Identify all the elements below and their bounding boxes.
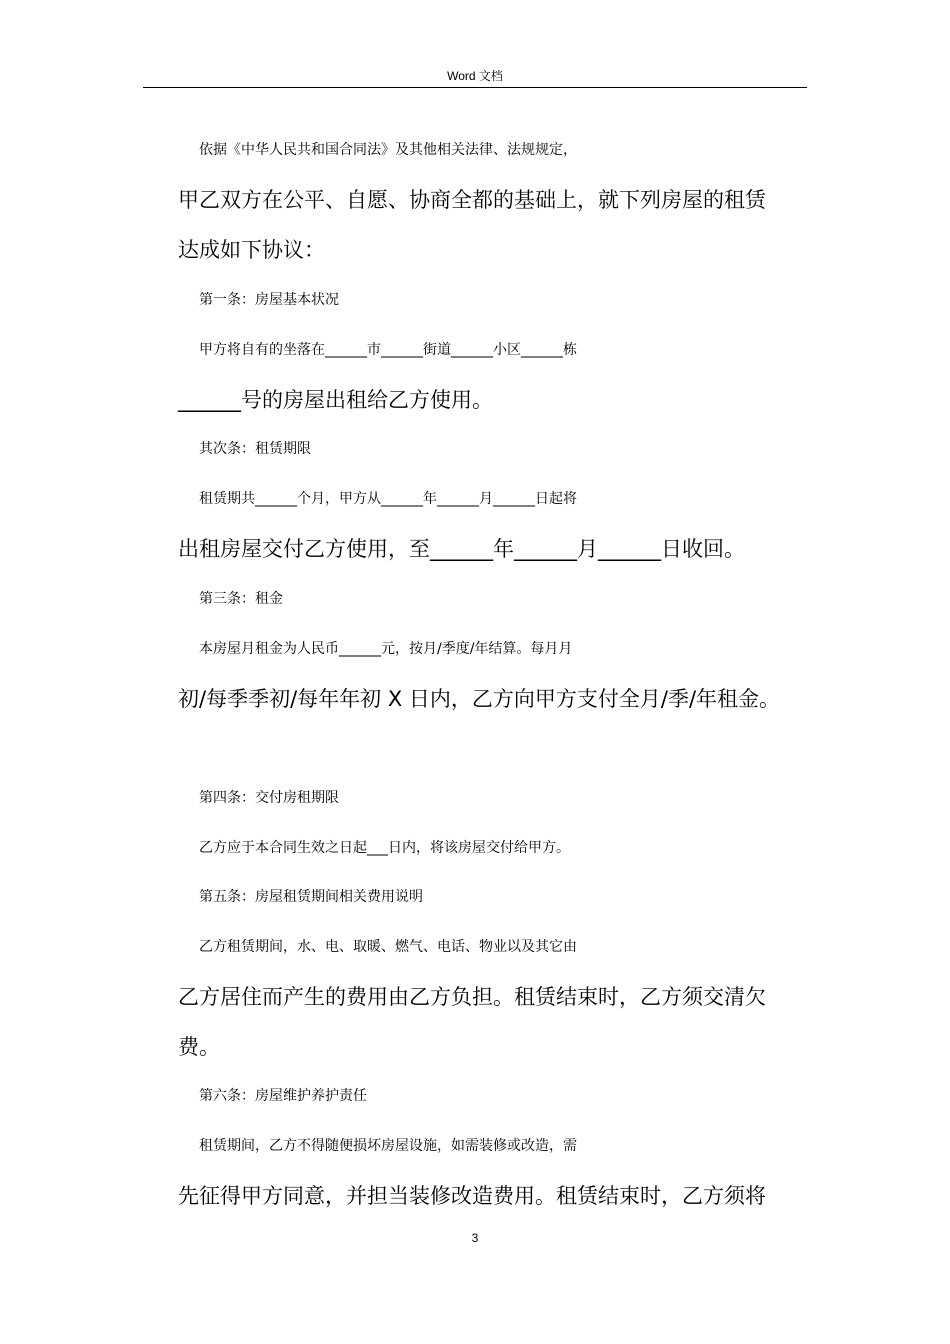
text-line: 先征得甲方同意，并担当装修改造费用。租赁结束时，乙方须将 xyxy=(178,1184,766,1208)
text-line: 甲方将自有的坐落在______市______街道______小区______栋 xyxy=(199,342,577,358)
section-heading: 第三条：租金 xyxy=(199,591,283,607)
text-line: 乙方应于本合同生效之日起___日内，将该房屋交付给甲方。 xyxy=(199,840,570,856)
section-heading: 第六条：房屋维护养护责任 xyxy=(199,1088,367,1104)
text-line: 费。 xyxy=(178,1035,220,1059)
text-line: ______号的房屋出租给乙方使用。 xyxy=(178,388,493,412)
text-line: 甲乙双方在公平、自愿、协商全都的基础上，就下列房屋的租赁 xyxy=(178,188,766,212)
text-line: 达成如下协议： xyxy=(178,238,325,262)
text-line: 出租房屋交付乙方使用，至______年______月______日收回。 xyxy=(178,537,745,561)
section-heading: 第四条：交付房租期限 xyxy=(199,790,339,806)
section-heading: 第一条：房屋基本状况 xyxy=(199,292,339,308)
text-line: 初/每季季初/每年年初 X 日内，乙方向甲方支付全月/季/年租金。 xyxy=(178,687,781,711)
text-line: 租赁期共______个月，甲方从______年______月______日起将 xyxy=(199,491,577,507)
text-line: 乙方租赁期间，水、电、取暖、燃气、电话、物业以及其它由 xyxy=(199,939,577,955)
header-divider xyxy=(143,87,807,88)
section-heading: 其次条：租赁期限 xyxy=(199,441,311,457)
text-line: 依据《中华人民共和国合同法》及其他相关法律、法规规定， xyxy=(199,142,577,158)
section-heading: 第五条：房屋租赁期间相关费用说明 xyxy=(199,889,423,905)
text-line: 租赁期间，乙方不得随便损坏房屋设施，如需装修或改造，需 xyxy=(199,1138,577,1154)
page-header: Word 文档 xyxy=(447,69,503,83)
page-number: 3 xyxy=(471,1231,479,1245)
text-line: 本房屋月租金为人民币______元，按月/季度/年结算。每月月 xyxy=(199,641,573,657)
text-line: 乙方居住而产生的费用由乙方负担。租赁结束时，乙方须交清欠 xyxy=(178,985,766,1009)
